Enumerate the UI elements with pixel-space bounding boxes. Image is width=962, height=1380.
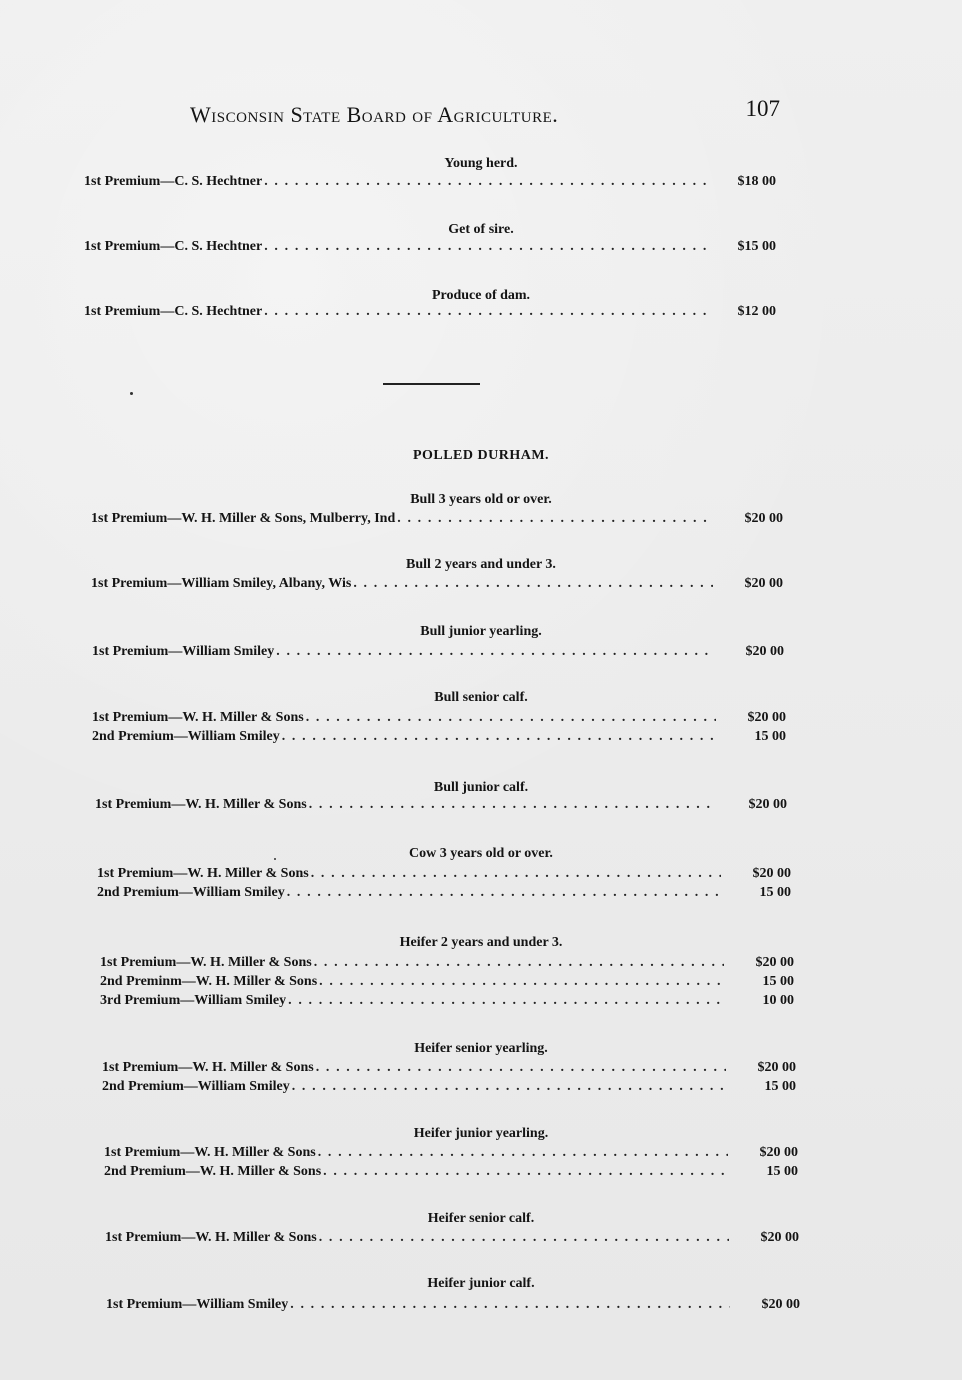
premium-entry-text: 1st Premium—C. S. Hechtner <box>84 174 263 189</box>
premium-entry-text: 2nd Premium—William Smiley <box>97 885 285 900</box>
leader-dots <box>397 511 713 527</box>
premium-entry <box>84 239 776 257</box>
premium-entry <box>92 710 786 728</box>
leader-dots <box>290 1297 730 1313</box>
premium-entry <box>100 955 794 973</box>
premium-entry-text: 1st Premium—W. H. Miller & Sons <box>100 955 312 970</box>
section-title: POLLED DURHAM. <box>412 448 550 463</box>
premium-amount: 15 00 <box>766 1164 798 1179</box>
leader-dots <box>292 1079 726 1095</box>
premium-entry <box>104 1164 798 1182</box>
leader-dots <box>353 576 713 592</box>
premium-entry-text: 2nd Premium—W. H. Miller & Sons <box>104 1164 322 1179</box>
premium-entry <box>84 174 776 192</box>
leader-dots <box>287 885 721 901</box>
premium-amount: $20 00 <box>744 576 783 591</box>
leader-dots <box>318 1145 728 1161</box>
premium-entry <box>91 511 783 529</box>
premium-entry-text: 1st Premium—William Smiley, Albany, Wis <box>91 576 352 591</box>
premium-entry <box>104 1145 798 1163</box>
premium-entry <box>105 1230 799 1248</box>
premium-entry <box>92 644 784 662</box>
premium-entry <box>102 1060 796 1078</box>
premium-amount: $20 00 <box>745 644 784 659</box>
premium-amount: 15 00 <box>759 885 791 900</box>
premium-entry-text: 3rd Premium—William Smiley <box>100 993 287 1008</box>
premium-amount: $20 00 <box>747 710 786 725</box>
class-title: Get of sire. <box>448 222 514 237</box>
leader-dots <box>264 304 706 320</box>
premium-entry-text: 2nd Preminm—W. H. Miller & Sons <box>100 974 318 989</box>
class-title: Young herd. <box>444 156 518 171</box>
leader-dots <box>309 797 717 813</box>
leader-dots <box>316 1060 726 1076</box>
premium-entry-text: 1st Premium—William Smiley <box>92 644 275 659</box>
premium-entry-text: 1st Premium—W. H. Miller & Sons <box>92 710 304 725</box>
premium-amount: 10 00 <box>762 993 794 1008</box>
premium-entry-text: 1st Premium—C. S. Hechtner <box>84 239 263 254</box>
premium-amount: $20 00 <box>760 1230 799 1245</box>
class-title: Bull junior yearling. <box>420 624 542 639</box>
premium-entry <box>95 797 787 815</box>
class-title: Cow 3 years old or over. <box>409 846 553 861</box>
leader-dots <box>311 866 721 882</box>
premium-amount: 15 00 <box>754 729 786 744</box>
premium-entry <box>106 1297 800 1315</box>
premium-entry <box>84 304 776 322</box>
class-title: Bull senior calf. <box>434 690 528 705</box>
class-title: Heifer senior calf. <box>427 1211 535 1226</box>
class-title: Heifer junior calf. <box>427 1276 535 1291</box>
premium-entry <box>102 1079 796 1097</box>
premium-amount: $20 00 <box>744 511 783 526</box>
premium-entry-text: 2nd Premium—William Smiley <box>92 729 280 744</box>
premium-entry-text: 2nd Premium—William Smiley <box>102 1079 290 1094</box>
leader-dots <box>323 1164 728 1180</box>
leader-dots <box>306 710 716 726</box>
leader-dots <box>282 729 716 745</box>
premium-amount: $20 00 <box>755 955 794 970</box>
leader-dots <box>264 174 706 190</box>
premium-entry <box>92 729 786 747</box>
running-head: Wisconsin State Board of Agriculture. <box>190 102 559 127</box>
leader-dots <box>288 993 724 1009</box>
premium-entry-text: 1st Premium—C. S. Hechtner <box>84 304 263 319</box>
leader-dots <box>319 974 724 990</box>
premium-entry-text: 1st Premium—W. H. Miller & Sons, Mulberry, Ind <box>91 511 396 526</box>
premium-amount: 15 00 <box>762 974 794 989</box>
class-title: Heifer 2 years and under 3. <box>399 935 563 950</box>
premium-amount: $12 00 <box>737 304 776 319</box>
page-header <box>190 96 780 128</box>
premium-amount: 15 00 <box>764 1079 796 1094</box>
premium-entry-text: 1st Premium—W. H. Miller & Sons <box>97 866 309 881</box>
class-title: Bull junior calf. <box>433 780 529 795</box>
page-number: 107 <box>745 96 780 121</box>
premium-amount: $20 00 <box>752 866 791 881</box>
premium-entry <box>100 993 794 1011</box>
premium-amount: $20 00 <box>757 1060 796 1075</box>
class-title: Heifer junior yearling. <box>413 1126 549 1141</box>
premium-entry <box>91 576 783 594</box>
premium-entry-text: 1st Premium—W. H. Miller & Sons <box>105 1230 317 1245</box>
class-title: Bull 3 years old or over. <box>410 492 552 507</box>
premium-amount: $18 00 <box>737 174 776 189</box>
leader-dots <box>276 644 714 660</box>
leader-dots <box>319 1230 729 1246</box>
premium-entry-text: 1st Premium—W. H. Miller & Sons <box>102 1060 314 1075</box>
premium-entry <box>100 974 794 992</box>
premium-entry-text: 1st Premium—W. H. Miller & Sons <box>104 1145 316 1160</box>
premium-amount: $15 00 <box>737 239 776 254</box>
class-title: Produce of dam. <box>431 288 531 303</box>
section-divider <box>383 383 480 385</box>
premium-amount: $20 00 <box>759 1145 798 1160</box>
premium-entry <box>97 866 791 884</box>
leader-dots <box>264 239 706 255</box>
premium-entry <box>97 885 791 903</box>
leader-dots <box>314 955 724 971</box>
premium-amount: $20 00 <box>748 797 787 812</box>
premium-amount: $20 00 <box>761 1297 800 1312</box>
class-title: Heifer senior yearling. <box>414 1041 548 1056</box>
premium-entry-text: 1st Premium—W. H. Miller & Sons <box>95 797 307 812</box>
class-title: Bull 2 years and under 3. <box>406 557 556 572</box>
print-speck <box>130 392 133 395</box>
premium-entry-text: 1st Premium—William Smiley <box>106 1297 289 1312</box>
